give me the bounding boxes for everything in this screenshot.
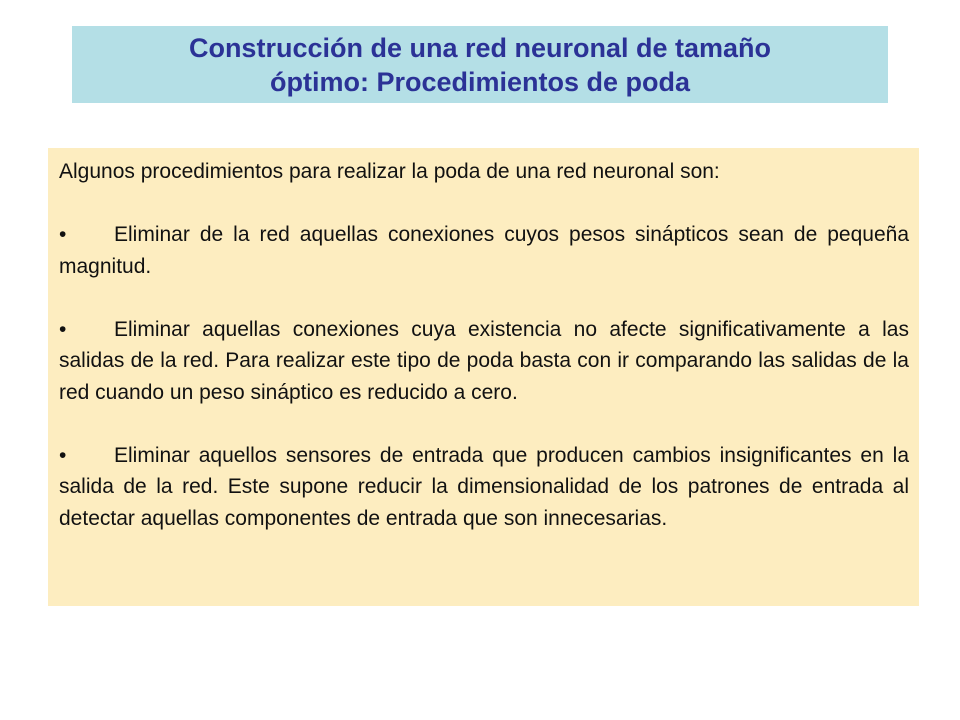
list-item	[59, 440, 909, 535]
list-item-text: Eliminar aquellos sensores de entrada que producen cambios insignificantes en la salida de la red. Este supone reducir la dimensionalidad de los patrones de entrada al detectar aquellas componentes de entrada que son innecesarias.	[59, 443, 909, 530]
list-item	[59, 219, 909, 282]
bullet-icon: •	[59, 317, 67, 341]
list-item-text: Eliminar de la red aquellas conexiones cuyos pesos sinápticos sean de pequeña magnitud.	[59, 223, 909, 278]
content-panel	[48, 148, 919, 606]
slide-title	[72, 26, 888, 103]
title-line-1: Construcción de una red neuronal de tamaño	[188, 32, 772, 63]
bullet-icon: •	[59, 443, 67, 467]
bullet-icon: •	[59, 223, 67, 246]
intro-text: Algunos procedimientos para realizar la poda de una red neuronal son:	[59, 160, 720, 183]
list-item-text: Eliminar aquellas conexiones cuya existencia no afecte significativamente a las salidas de la red. Para realizar este tipo de poda basta con ir comparando las salidas de la red cuando un peso sináptico es reducido a cero.	[59, 317, 909, 404]
title-line-2: óptimo: Procedimientos de poda	[269, 66, 691, 97]
list-item	[59, 314, 909, 409]
